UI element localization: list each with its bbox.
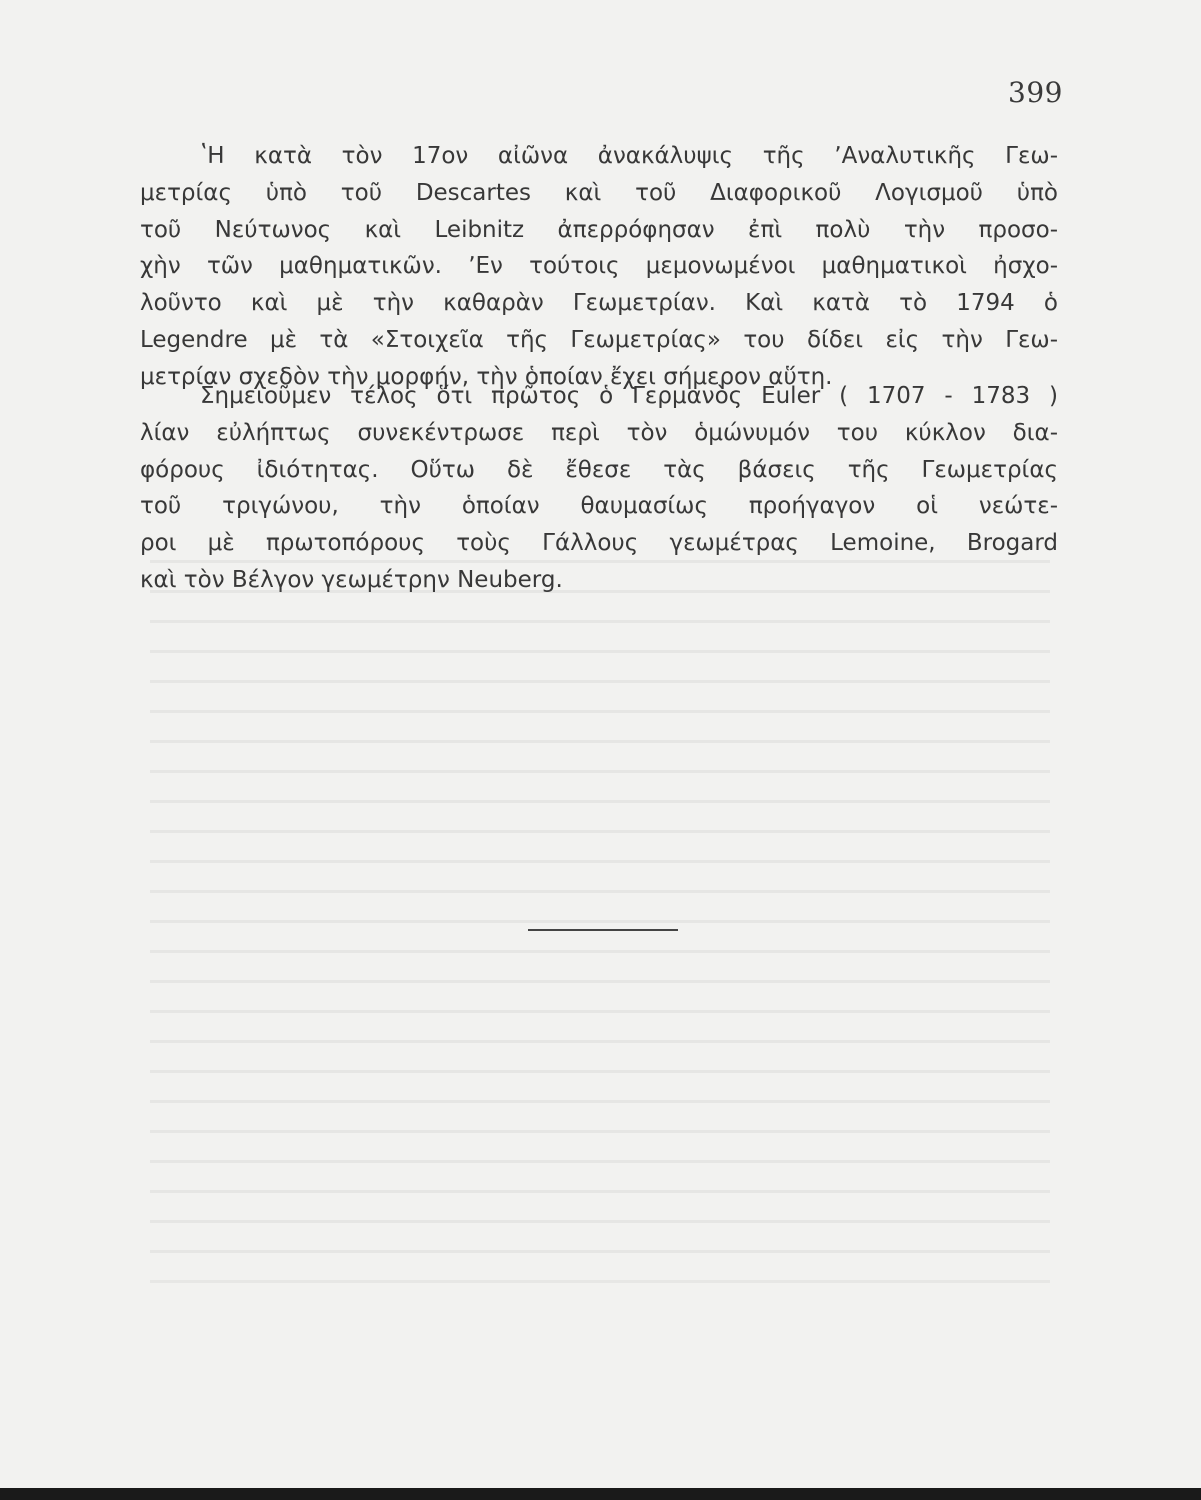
bleed-through-shadow — [150, 560, 1050, 1360]
text-line: καὶ τὸν Βέλγον γεωμέτρην Neuberg. — [140, 566, 563, 593]
text-line: λοῦντο καὶ μὲ τὴν καθαρὰν Γεωμετρίαν. Καὶ κατὰ τὸ 1794 ὁ — [140, 290, 1058, 317]
scan-bottom-edge — [0, 1488, 1201, 1500]
text-line: τοῦ τριγώνου, τὴν ὁποίαν θαυμασίως προήγαγον οἱ νεώτε- — [140, 493, 1058, 520]
text-line: ροι μὲ πρωτοπόρους τοὺς Γάλλους γεωμέτρας Lemoine, Brogard — [140, 530, 1058, 557]
text-line: χὴν τῶν μαθηματικῶν. ʼΕν τούτοις μεμονωμένοι μαθηματικοὶ ἠσχο- — [140, 253, 1058, 280]
section-divider-rule — [528, 929, 678, 931]
text-line: φόρους ἰδιότητας. Οὕτω δὲ ἔθεσε τὰς βάσεις τῆς Γεωμετρίας — [140, 456, 1058, 483]
text-line: μετρίας ὑπὸ τοῦ Descartes καὶ τοῦ Διαφορικοῦ Λογισμοῦ ὑπὸ — [140, 179, 1058, 206]
paragraph-analytic-geometry — [140, 138, 1058, 396]
text-line: λίαν εὐλήπτως συνεκέντρωσε περὶ τὸν ὁμώνυμόν του κύκλον δια- — [140, 419, 1058, 446]
text-line: ʽΗ κατὰ τὸν 17ον αἰῶνα ἀνακάλυψις τῆς ʼΑναλυτικῆς Γεω- — [200, 143, 1058, 169]
paragraph-euler-triangle-geometry — [140, 378, 1058, 599]
page-number: 399 — [1008, 76, 1063, 109]
text-line: Legendre μὲ τὰ «Στοιχεῖα τῆς Γεωμετρίας» του δίδει εἰς τὴν Γεω- — [140, 326, 1058, 353]
text-line: μετρίαν σχεδὸν τὴν μορφήν, τὴν ὁποίαν ἔχει σήμερον αὕτη. — [140, 363, 833, 390]
text-line: τοῦ Νεύτωνος καὶ Leibnitz ἀπερρόφησαν ἐπὶ πολὺ τὴν προσο- — [140, 216, 1058, 243]
text-line: Σημειοῦμεν τέλος ὅτι πρῶτος ὁ Γερμανὸς Euler ( 1707 - 1783 ) — [200, 383, 1058, 409]
